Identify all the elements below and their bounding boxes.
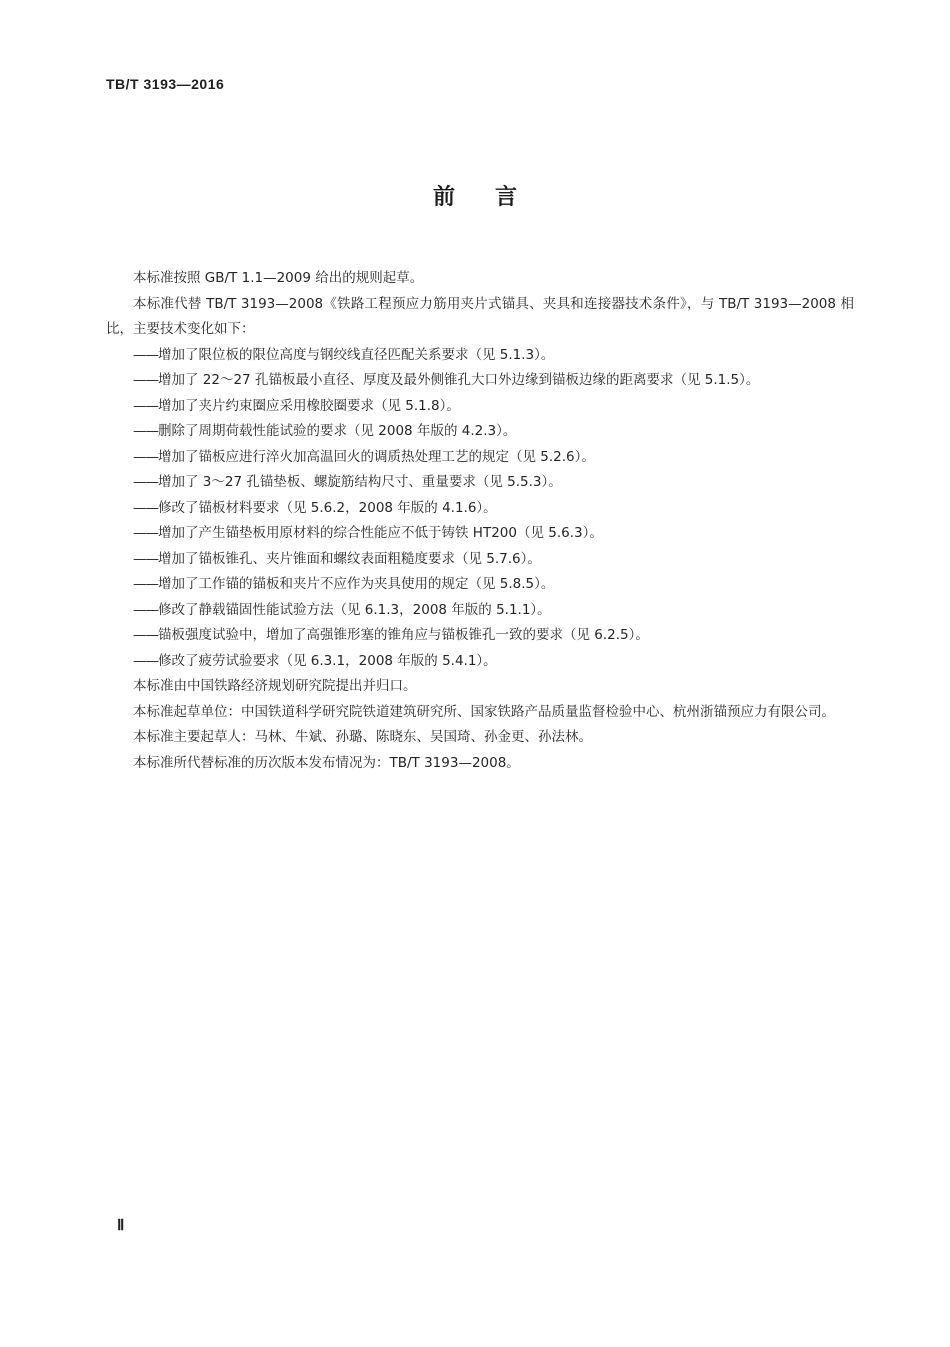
change-text: 增加了夹片约束圈应采用橡胶圈要求（见 5.1.8）。: [158, 397, 460, 414]
change-text: 增加了锚板锥孔、夹片锥面和螺纹表面粗糙度要求（见 5.7.6）。: [158, 550, 541, 567]
dash-marker: ——: [133, 652, 158, 669]
paragraph-version-history: 本标准所代替标准的历次版本发布情况为：TB/T 3193—2008。: [133, 754, 520, 771]
dash-marker: ——: [133, 550, 158, 567]
paragraph-drafting-rules: 本标准按照 GB/T 1.1—2009 给出的规则起草。: [133, 270, 424, 286]
dash-marker: ——: [133, 525, 158, 541]
list-item: [106, 623, 854, 649]
dash-marker: ——: [133, 499, 158, 516]
technical-changes-list: [106, 343, 854, 675]
change-text: 修改了疲劳试验要求（见 6.3.1，2008 年版的 5.4.1）。: [158, 652, 497, 669]
change-text: 增加了限位板的限位高度与钢绞线直径匹配关系要求（见 5.1.3）。: [158, 346, 555, 363]
page-title: 前言: [432, 185, 557, 210]
change-text: 增加了 22～27 孔锚板最小直径、厚度及最外侧锥孔大口外边缘到锚板边缘的距离要求（见 5.1.5）。: [158, 372, 760, 388]
change-text: 修改了锚板材料要求（见 5.6.2，2008 年版的 4.1.6）。: [158, 499, 497, 516]
list-item: [106, 496, 854, 522]
dash-marker: ——: [133, 372, 158, 388]
dash-marker: ——: [133, 448, 158, 465]
change-text: 删除了周期荷载性能试验的要求（见 2008 年版的 4.2.3）。: [158, 423, 517, 439]
list-item: [106, 394, 854, 420]
list-item: [106, 649, 854, 675]
change-text: 锚板强度试验中，增加了高强锥形塞的锥角应与锚板锥孔一致的要求（见 6.2.5）。: [158, 627, 649, 643]
dash-marker: ——: [133, 601, 158, 618]
paragraph-replacement: 本标准代替 TB/T 3193—2008《铁路工程预应力筋用夹片式锚具、夹具和连接器技术条件》，与 TB/T 3193—2008 相比，主要技术变化如下：: [106, 295, 854, 337]
list-item: [106, 445, 854, 471]
dash-marker: ——: [133, 423, 158, 439]
dash-marker: ——: [133, 474, 158, 490]
standard-code: TB/T 3193—2016: [106, 76, 225, 92]
change-text: 修改了静载锚固性能试验方法（见 6.1.3，2008 年版的 5.1.1）。: [158, 601, 551, 618]
list-item: [106, 598, 854, 624]
paragraph-drafting-units: 本标准起草单位：中国铁道科学研究院铁道建筑研究所、国家铁路产品质量监督检验中心、杭州浙锚预应力有限公司。: [133, 703, 835, 720]
paragraph-drafters: 本标准主要起草人：马林、牛斌、孙璐、陈晓东、吴国琦、孙金更、孙法林。: [133, 729, 592, 745]
list-item: [106, 368, 854, 394]
list-item: [106, 572, 854, 598]
change-text: 增加了锚板应进行淬火加高温回火的调质热处理工艺的规定（见 5.2.6）。: [158, 448, 595, 465]
dash-marker: ——: [133, 346, 158, 363]
foreword-body: [106, 266, 854, 776]
paragraph-proposer: 本标准由中国铁路经济规划研究院提出并归口。: [133, 678, 417, 694]
list-item: [106, 521, 854, 547]
list-item: [106, 470, 854, 496]
dash-marker: ——: [133, 397, 158, 414]
change-text: 增加了工作锚的锚板和夹片不应作为夹具使用的规定（见 5.8.5）。: [158, 576, 555, 592]
list-item: [106, 547, 854, 573]
page-number: Ⅱ: [117, 1218, 125, 1234]
change-text: 增加了产生锚垫板用原材料的综合性能应不低于铸铁 HT200（见 5.6.3）。: [158, 525, 603, 541]
dash-marker: ——: [133, 627, 158, 643]
change-text: 增加了 3～27 孔锚垫板、螺旋筋结构尺寸、重量要求（见 5.5.3）。: [158, 474, 562, 490]
list-item: [106, 343, 854, 369]
list-item: [106, 419, 854, 445]
dash-marker: ——: [133, 576, 158, 592]
